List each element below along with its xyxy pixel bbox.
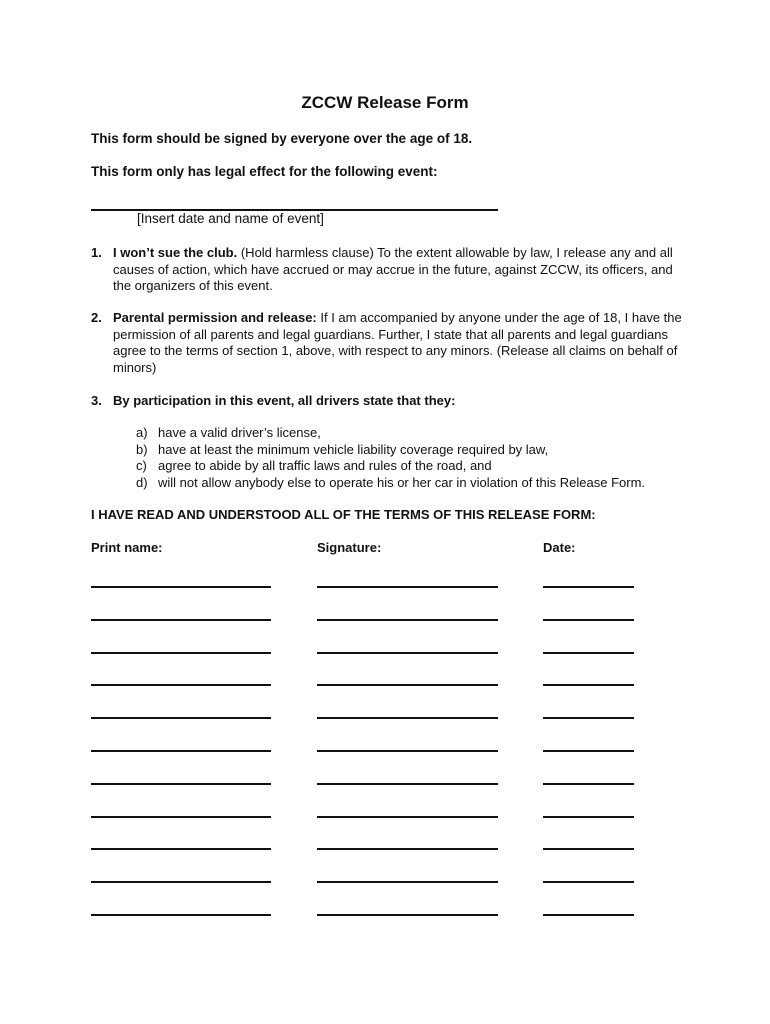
print-name-line[interactable] xyxy=(91,652,271,654)
date-line[interactable] xyxy=(543,619,634,621)
signature-line[interactable] xyxy=(317,816,498,818)
signature-line[interactable] xyxy=(317,717,498,719)
signature-line[interactable] xyxy=(317,586,498,588)
list-item xyxy=(136,425,645,442)
clause-number: 3. xyxy=(91,393,102,408)
date-line[interactable] xyxy=(543,848,634,850)
signature-row xyxy=(0,816,770,818)
signature-row xyxy=(0,914,770,916)
clause-1 xyxy=(91,245,691,295)
clause-heading: I won’t sue the club. xyxy=(113,245,238,260)
signature-row xyxy=(0,684,770,686)
signature-line[interactable] xyxy=(317,652,498,654)
list-text: agree to abide by all traffic laws and rules of the road, and xyxy=(158,458,492,473)
signature-row xyxy=(0,717,770,719)
signature-line[interactable] xyxy=(317,750,498,752)
clause-number: 1. xyxy=(91,245,102,260)
list-text: have a valid driver’s license, xyxy=(158,425,321,440)
print-name-line[interactable] xyxy=(91,881,271,883)
clause-text: If I am accompanied by anyone under the age of 18, I have the permission of all parents and legal guardians. Further, I state that all parents and legal guardians agree to the terms of section 1, above, with respect to any minors. (Release all claims on behalf of minors) xyxy=(113,310,682,375)
print-name-line[interactable] xyxy=(91,848,271,850)
list-letter: b) xyxy=(136,441,148,457)
signature-row xyxy=(0,750,770,752)
print-name-line[interactable] xyxy=(91,717,271,719)
intro-event-notice: This form only has legal effect for the following event: xyxy=(91,164,438,179)
clause-text: (Hold harmless clause) To the extent allowable by law, I release any and all causes of action, which have accrued or may accrue in the future, against ZCCW, its officers, and the organizers of this event. xyxy=(113,245,673,293)
print-name-header: Print name: xyxy=(91,540,163,555)
print-name-line[interactable] xyxy=(91,750,271,752)
driver-statements-list xyxy=(136,425,645,491)
date-line[interactable] xyxy=(543,783,634,785)
clause-heading: Parental permission and release: xyxy=(113,310,317,325)
print-name-line[interactable] xyxy=(91,816,271,818)
signature-line[interactable] xyxy=(317,881,498,883)
signature-line[interactable] xyxy=(317,684,498,686)
signature-row xyxy=(0,783,770,785)
intro-age-notice: This form should be signed by everyone over the age of 18. xyxy=(91,131,473,146)
date-line[interactable] xyxy=(543,881,634,883)
date-line[interactable] xyxy=(543,586,634,588)
print-name-line[interactable] xyxy=(91,783,271,785)
list-item xyxy=(136,442,645,459)
list-letter: c) xyxy=(136,458,147,473)
list-text: will not allow anybody else to operate his or her car in violation of this Release Form. xyxy=(158,474,646,490)
print-name-line[interactable] xyxy=(91,914,271,916)
acknowledgement-heading: I HAVE READ AND UNDERSTOOD ALL OF THE TERMS OF THIS RELEASE FORM: xyxy=(91,507,596,522)
date-line[interactable] xyxy=(543,816,634,818)
date-header: Date: xyxy=(543,540,576,555)
clause-heading: By participation in this event, all drivers state that they: xyxy=(113,393,456,408)
signature-row xyxy=(0,619,770,621)
list-item xyxy=(136,475,645,492)
signature-line[interactable] xyxy=(317,619,498,621)
list-item xyxy=(136,458,645,475)
date-line[interactable] xyxy=(543,914,634,916)
signature-line[interactable] xyxy=(317,848,498,850)
date-line[interactable] xyxy=(543,750,634,752)
list-text: have at least the minimum vehicle liability coverage required by law, xyxy=(158,441,549,457)
signature-line[interactable] xyxy=(317,914,498,916)
print-name-line[interactable] xyxy=(91,586,271,588)
print-name-line[interactable] xyxy=(91,684,271,686)
signature-row xyxy=(0,586,770,588)
signature-row xyxy=(0,881,770,883)
clause-2 xyxy=(91,310,691,376)
print-name-line[interactable] xyxy=(91,619,271,621)
date-line[interactable] xyxy=(543,652,634,654)
signature-row xyxy=(0,848,770,850)
signature-header: Signature: xyxy=(317,540,382,555)
clause-number: 2. xyxy=(91,310,102,325)
list-letter: d) xyxy=(136,474,148,490)
signature-line[interactable] xyxy=(317,783,498,785)
page-title: ZCCW Release Form xyxy=(301,93,469,112)
date-line[interactable] xyxy=(543,717,634,719)
list-letter: a) xyxy=(136,425,148,440)
event-field-caption: [Insert date and name of event] xyxy=(137,211,324,226)
clause-3 xyxy=(91,393,691,410)
signature-row xyxy=(0,652,770,654)
date-line[interactable] xyxy=(543,684,634,686)
